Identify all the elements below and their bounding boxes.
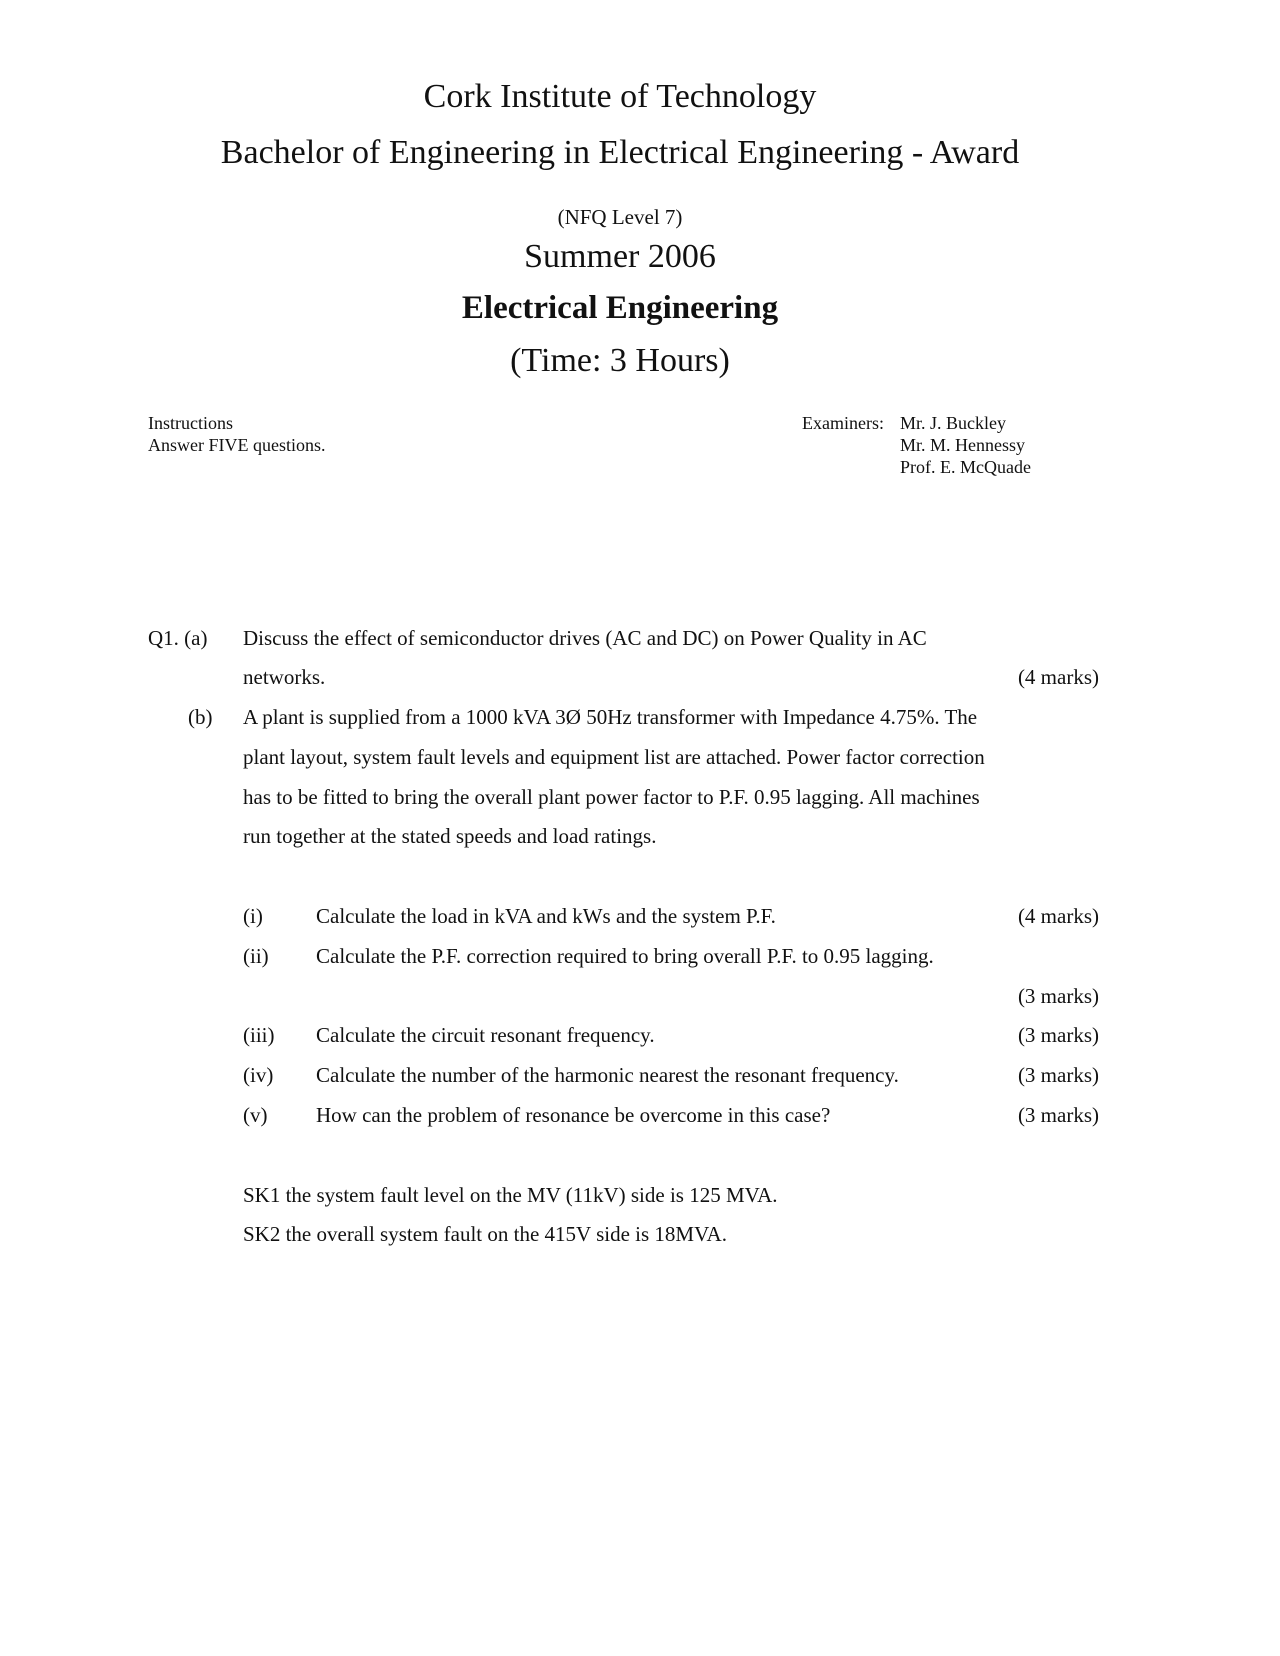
question-number: Q1. (a) [148,626,208,650]
marks-label: (3 marks) [1017,1023,1099,1047]
marks-label: (3 marks) [1017,1103,1099,1127]
question-b-text: has to be fitted to bring the overall plant power factor to P.F. 0.95 lagging. All machines [243,785,980,809]
programme-title: Bachelor of Engineering in Electrical Engineering - Award [220,134,1020,171]
examiners-label: Examiners: [802,413,884,433]
marks-label: (4 marks) [1017,904,1099,928]
examiner-name: Prof. E. McQuade [900,457,1031,477]
subpart-text: Calculate the number of the harmonic nearest the resonant frequency. [316,1063,899,1087]
exam-session: Summer 2006 [524,238,716,275]
question-b-text: A plant is supplied from a 1000 kVA 3Ø 50Hz transformer with Impedance 4.75%. The [243,705,978,729]
fault-level-note: SK1 the system fault level on the MV (11kV) side is 125 MVA. [243,1183,778,1207]
examiner-name: Mr. M. Hennessy [900,435,1025,455]
marks-label: (3 marks) [1017,1063,1099,1087]
subpart-label: (iii) [243,1023,275,1047]
subpart-label: (i) [243,904,263,928]
examiner-name: Mr. J. Buckley [900,413,1006,433]
fault-level-note: SK2 the overall system fault on the 415V side is 18MVA. [243,1222,727,1246]
instructions-heading: Instructions [148,413,233,433]
question-a-text: Discuss the effect of semiconductor drives (AC and DC) on Power Quality in AC [243,626,927,650]
subpart-text: Calculate the circuit resonant frequency. [316,1023,655,1047]
marks-label: (4 marks) [1017,665,1099,689]
instructions-text: Answer FIVE questions. [148,435,326,455]
exam-duration: (Time: 3 Hours) [510,342,730,379]
institution-title: Cork Institute of Technology [423,78,817,115]
nfq-level: (NFQ Level 7) [557,205,683,229]
subpart-label: (v) [243,1103,268,1127]
subpart-text: How can the problem of resonance be overcome in this case? [316,1103,831,1127]
question-a-text: networks. [243,665,326,689]
subpart-text: Calculate the P.F. correction required to bring overall P.F. to 0.95 lagging. [316,944,934,968]
marks-label: (3 marks) [1017,984,1099,1008]
question-b-text: run together at the stated speeds and load ratings. [243,824,657,848]
question-b-text: plant layout, system fault levels and equipment list are attached. Power factor correction [243,745,985,769]
subject-title: Electrical Engineering [461,290,779,326]
subpart-label: (ii) [243,944,269,968]
subpart-label: (iv) [243,1063,274,1087]
question-b-label: (b) [188,705,213,729]
subpart-text: Calculate the load in kVA and kWs and the system P.F. [316,904,776,928]
